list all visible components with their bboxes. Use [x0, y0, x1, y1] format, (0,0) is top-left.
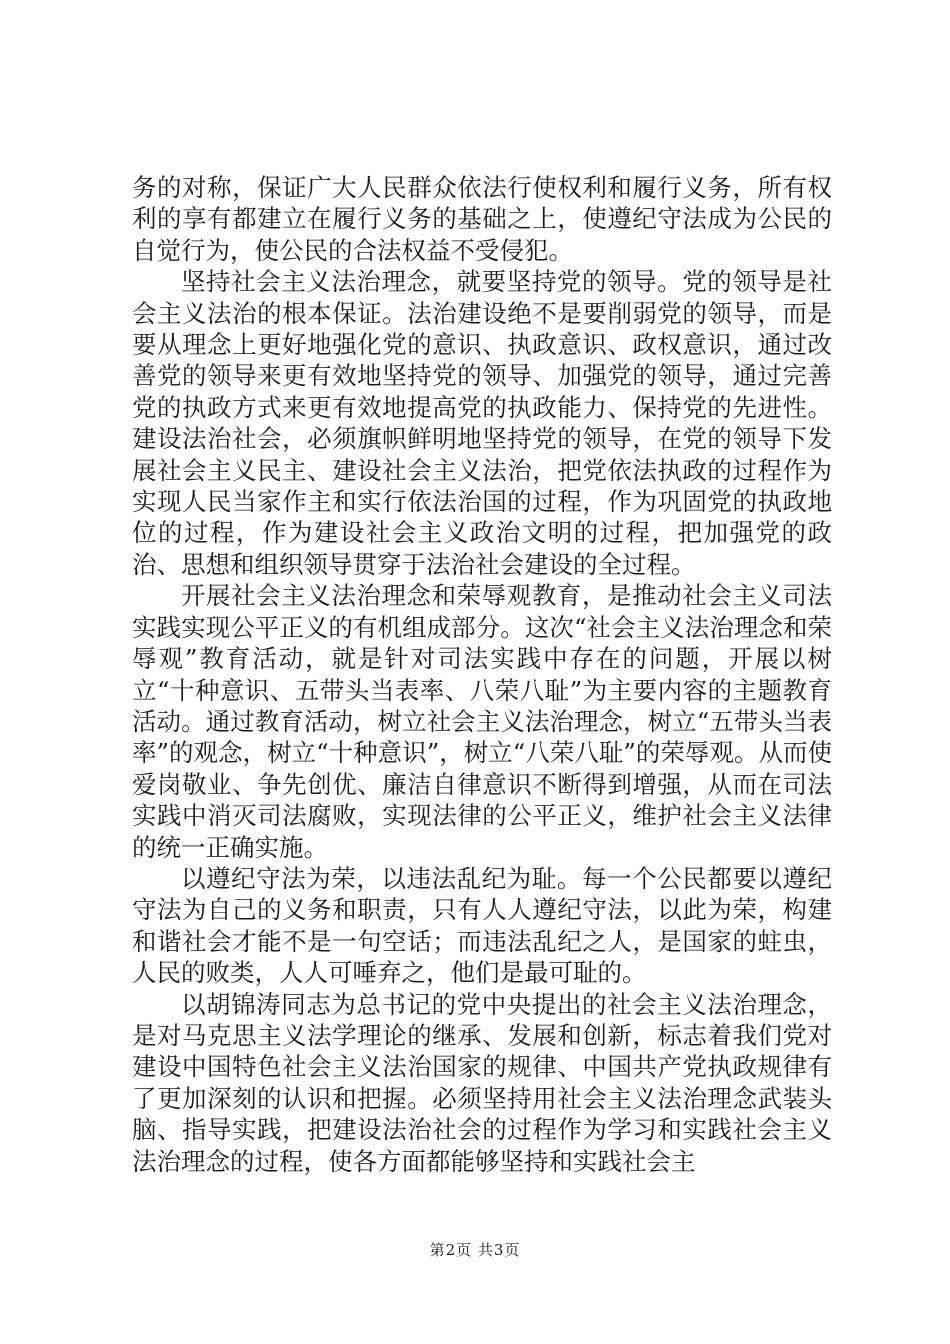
document-body: [132, 172, 832, 1177]
paragraph-law-abiding: 以遵纪守法为荣，以违法乱纪为耻。每一个公民都要以遵纪守法为自己的义务和职责，只有人人遵纪守法，以此为荣，构建和谐社会才能不是一句空话；而违法乱纪之人，是国家的蛀虫，人民的败类，人人可唾弃之，他们是最可耻的。: [132, 863, 832, 988]
paragraph-continuation: 务的对称，保证广大人民群众依法行使权利和履行义务，所有权利的享有都建立在履行义务的基础之上，使遵纪守法成为公民的自觉行为，使公民的合法权益不受侵犯。: [132, 173, 832, 265]
paragraph-education-activity: 开展社会主义法治理念和荣辱观教育，是推动社会主义司法实践实现公平正义的有机组成部分。这次“社会主义法治理念和荣辱观”教育活动，就是针对司法实践中存在的问题，开展以树立“十种意识、五带头当表率、八荣八耻”为主要内容的主题教育活动。通过教育活动，树立社会主义法治理念，树立“五带头当表率”的观念，树立“十种意识”，树立“八荣八耻”的荣辱观。从而使爱岗敬业、争先创优、廉洁自律意识不断得到增强，从而在司法实践中消灭司法腐败，实现法律的公平正义，维护社会主义法律的统一正确实施。: [132, 581, 832, 862]
paragraph-party-leadership: 坚持社会主义法治理念，就要坚持党的领导。党的领导是社会主义法治的根本保证。法治建设绝不是要削弱党的领导，而是要从理念上更好地强化党的意识、执政意识、政权意识，通过改善党的领导来更有效地坚持党的领导、加强党的领导，通过完善党的执政方式来更有效地提高党的执政能力、保持党的先进性。建设法治社会，必须旗帜鲜明地坚持党的领导，在党的领导下发展社会主义民主、建设社会主义法治，把党依法执政的过程作为实现人民当家作主和实行依法治国的过程，作为巩固党的执政地位的过程，作为建设社会主义政治文明的过程，把加强党的政治、思想和组织领导贯穿于法治社会建设的全过程。: [132, 267, 832, 579]
paragraph-rule-of-law-concept: 以胡锦涛同志为总书记的党中央提出的社会主义法治理念，是对马克思主义法学理论的继承、发展和创新，标志着我们党对建设中国特色社会主义法治国家的规律、中国共产党执政规律有了更加深刻的认识和把握。必须坚持用社会主义法治理念武装头脑、指导实践，把建设法治社会的过程作为学习和实践社会主义法治理念的过程，使各方面都能够坚持和实践社会主: [132, 989, 832, 1176]
page-number-footer: 第2页 共3页: [429, 1241, 521, 1259]
